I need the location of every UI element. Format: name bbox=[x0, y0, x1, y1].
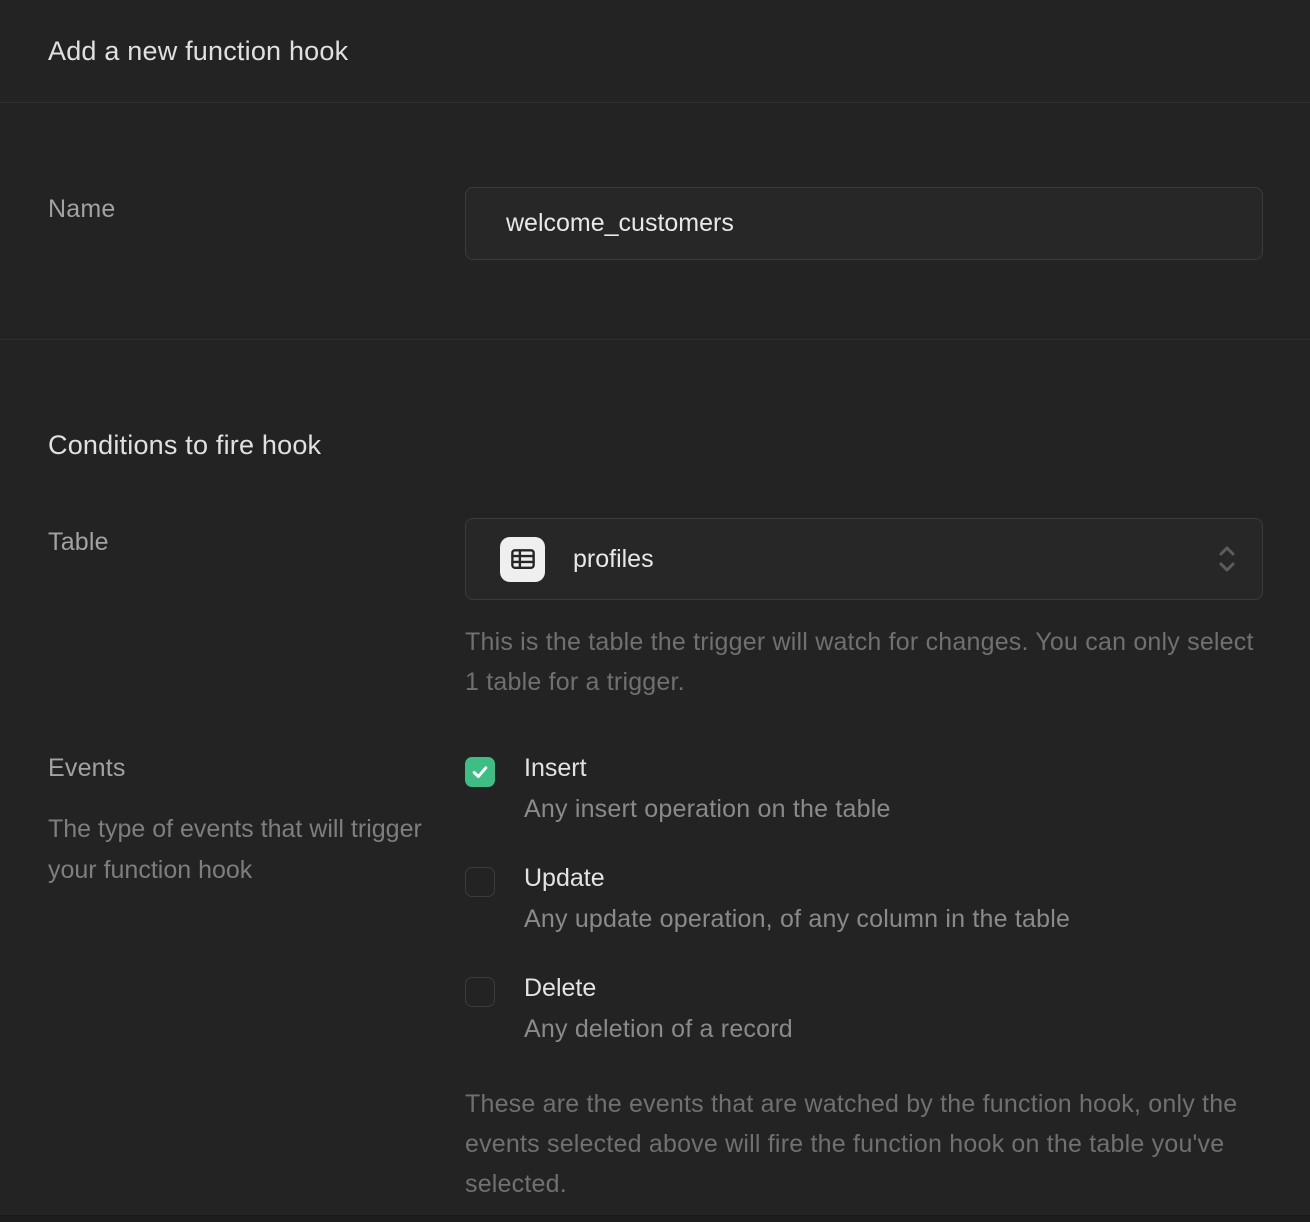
conditions-section bbox=[0, 340, 1310, 1215]
table-icon bbox=[500, 537, 545, 582]
insert-checkbox[interactable] bbox=[465, 757, 495, 787]
panel-title: Add a new function hook bbox=[48, 35, 349, 66]
name-section bbox=[0, 103, 1310, 340]
delete-checkbox[interactable] bbox=[465, 977, 495, 1007]
events-field-row bbox=[48, 754, 1310, 1204]
insert-description: Any insert operation on the table bbox=[524, 795, 891, 823]
chevron-up-down-icon bbox=[1214, 539, 1240, 579]
event-option-update bbox=[465, 864, 1263, 934]
conditions-title: Conditions to fire hook bbox=[48, 430, 322, 460]
update-label[interactable]: Update bbox=[524, 864, 605, 892]
insert-label[interactable]: Insert bbox=[524, 754, 587, 782]
delete-description: Any deletion of a record bbox=[524, 1015, 793, 1043]
update-description: Any update operation, of any column in the table bbox=[524, 905, 1071, 933]
events-help-text: These are the events that are watched by the function hook, only the events selected above will fire the function hook on the table you've selected. bbox=[465, 1090, 1238, 1198]
check-icon bbox=[470, 762, 490, 782]
name-input[interactable] bbox=[465, 187, 1263, 260]
name-label: Name bbox=[48, 195, 116, 223]
delete-label[interactable]: Delete bbox=[524, 974, 597, 1002]
event-option-delete bbox=[465, 974, 1263, 1044]
table-label: Table bbox=[48, 528, 109, 556]
update-checkbox[interactable] bbox=[465, 867, 495, 897]
event-option-insert bbox=[465, 754, 1263, 824]
table-select-value: profiles bbox=[573, 544, 654, 573]
events-description: The type of events that will trigger your function hook bbox=[48, 815, 422, 884]
panel-header bbox=[0, 0, 1310, 103]
table-select[interactable] bbox=[465, 518, 1263, 600]
events-label: Events bbox=[48, 754, 126, 782]
table-help-text: This is the table the trigger will watch for changes. You can only select 1 table for a trigger. bbox=[465, 628, 1254, 696]
section-divider bbox=[0, 1215, 1310, 1222]
table-field-row bbox=[48, 518, 1310, 702]
